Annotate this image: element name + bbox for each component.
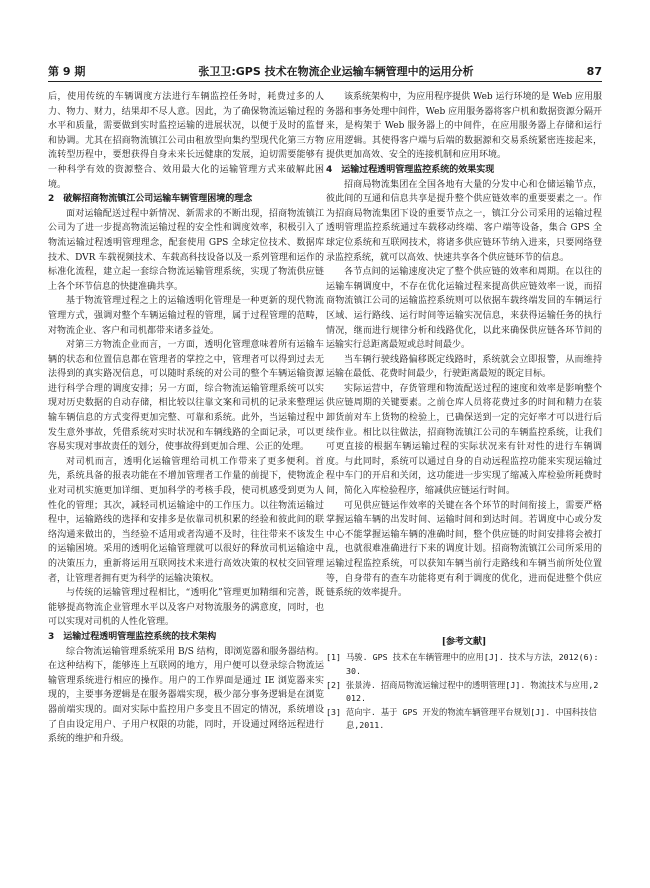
references-title: [参考文献] xyxy=(441,636,487,647)
paragraph: 对第三方物流企业而言，一方面，透明化管理意味着所有运输车辆的状态和位置信息都在管理者的掌控之中，管理者可以得到过去无法得到的真实路况信息，可以随时系统的对公司的整个车辆运输资源进行科学合理的调度安排；另一方面，综合物流运输管理系统可以实现对历史数据的自动存储，相比较以往靠文案和司机的记录来整理运输车辆信息的方式变得更加完整、可靠和系统。此外，当运输过程中发生意外事故，凭借系统对实时状况和车辆线路的全面记录，可以更容易实现对事故责任的划分，使事故得到更加合理、公正的处理。 xyxy=(48,340,324,453)
paragraph: 招商局物流集团在全国各地有大量的分发中心和仓储运输节点，彼此间的互通和信息共享是提升整个供应链效率的重要要素之一。作为招商局物流集团下设的重要节点之一，镇江分公司采用的运输过程透明管理监控系统通过车载移动终端、客户端等设备，集合 GPS 全球定位系统和互联网技术，将诸多供应链环节纳入进来，只要网络登录监控系统，就可以高效、快速共享各个供应链环节的信息。 xyxy=(326,179,602,263)
running-header xyxy=(48,56,602,82)
issue-label: 第 9 期 xyxy=(48,64,86,78)
paragraph: 该系统架构中，为应用程序提供 Web 运行环境的是 Web 应用服务器和事务处理中间件，Web 应用服务器将客户机和数据资源分隔开来，是构架于 Web 服务器上的中间件，在应用服务器上存储和运行应用逻辑。其使得客户端与后端的数据源和交易系统紧密连接起来，提供更加高效、安全的连接机制和应用环境。 xyxy=(326,92,602,161)
reference-text: 范向宇. 基于 GPS 开发的物流车辆管理平台规划[J]. 中国科技信息,2011. xyxy=(346,706,597,731)
paragraph: 基于物流管理过程之上的运输透明化管理是一种更新的现代物流管理方式，强调对整个车辆运输过程的管理，属于过程管理的范畴，对物流企业、客户和司机都带来诸多益处。 xyxy=(48,296,324,336)
paragraph: 后，使用传统的车辆调度方法进行车辆监控任务时，耗费过多的人力、物力、财力，结果却不尽人意。因此，为了确保物流运输过程的水平和质量，需要做到实时监控运输的进展状况，以便于及时的监督和协调。尤其在招商物流镇江公司由租放型向集约型现代化第三方物流转型历程中，要想获得自身未来长远健康的发展，迫切需要能够有一种科学有效的资源整合、效用最大化的运输管理方式来破解此困境。 xyxy=(48,92,324,190)
reference-item xyxy=(326,679,602,706)
reference-number: [1] xyxy=(326,652,341,663)
paragraph: 可见供应链运作效率的关键在各个环节的时间衔接上，需要严格掌握运输车辆的出发时间、运输时间和到达时间。若调度中心或分发中心不能掌握运输车辆的准确时间，整个供应链的时间安排将会被打乱，也就很难准确进行下来的调度计划。招商物流镇江公司所采用的运输过程监控系统，可以获知车辆当前行走路线和车辆当前所处位置等，自身带有的查车功能将更有利于调度的优化，进而促进整个供应链系统的效率提升。 xyxy=(326,500,602,599)
section-heading: 3 运输过程透明管理监控系统的技术架构 xyxy=(48,631,217,642)
running-title: 张卫卫:GPS 技术在物流企业运输车辆管理中的运用分析 xyxy=(198,64,474,78)
reference-text: 马骏. GPS 技术在车辆管理中的应用[J]. 技术与方法，2012(6):30. xyxy=(346,652,599,676)
right-column xyxy=(326,90,602,860)
reference-number: [3] xyxy=(326,706,341,717)
section-heading: 2 破解招商物流镇江公司运输车辆管理困境的理念 xyxy=(48,194,253,205)
paragraph: 与传统的运输管理过程相比，“透明化”管理更加精细和完善，既能够提高物流企业管理水平以及客户对物流服务的满意度，同时，也可以实现对司机的人性化管理。 xyxy=(48,588,324,628)
page-number: 87 xyxy=(586,64,602,78)
section-heading: 4 运输过程透明管理监控系统的效果实现 xyxy=(326,164,495,175)
paragraph: 综合物流运输管理系统采用 B/S 结构，即浏览器和服务器结构。在这种结构下，能够连上互联网的地方，用户便可以登录综合物流运输管理系统进行相应的操作。用户的工作界面是通过 IE 浏览器来实现的，主要事务逻辑是在服务器端实现，极少部分事务逻辑是在浏览器前端实现的。面对实际中监控用户多变且不固定的情况，系统增设了自由设定用户、子用户权限的功能，同时，开设通过网络远程进行系统的维护和升级。 xyxy=(48,646,324,745)
paragraph: 各节点间的运输速度决定了整个供应链的效率和周期。在以往的运输车辆调度中，不存在优化运输过程来提高供应链效率一说，而招商物流镇江公司的运输监控系统则可以依据车载终端发回的车辆运行区域、运行路线、运行时间等运输实况信息，来获得运输任务的执行情况，继而进行规律分析和线路优化，以此来确保供应链各环节间的运输实行总距离最短或总时间最少。 xyxy=(326,267,602,351)
paragraph: 当车辆行驶线路偏移既定线路时，系统就会立即报警，从而维持运输在最低、花费时间最少，行驶距离最短的既定目标。 xyxy=(326,354,602,380)
reference-item xyxy=(326,651,602,678)
paragraph: 面对运输配送过程中新情况、新需求的不断出现，招商物流镇江公司为了进一步提高物流运输过程的安全性和调度效率，积极引入了物流运输过程透明管理理念，配套使用 GPS 全球定位技术、数据库技术、DVR 车载视频技术、车载高科技设备以及一系列管理和运作的标准化流程，建立起一套综合物流运输管理系统，实现了物流供应链上各个环节信息的快捷准确共享。 xyxy=(48,208,324,292)
reference-item xyxy=(326,706,602,733)
paragraph: 实际运营中，存货管理和物流配送过程的速度和效率是影响整个供应链周期的关键要素。之前仓库人员将花费过多的时间和精力在装卸货前对车上货物的检验上，已确保送到一定的完好率才可以进行后续作业。相比以往做法，招商物流镇江公司的车辆监控系统，让我们可更直接的根据车辆运输过程的实际状况来有针对性的进行车辆调度。与此同时，系统可以通过自身的自动远程监控功能来实现运输过程中车门的开启和关闭，这功能进一步实现了缩减入库检验所耗费时间，简化入库检验程序，缩减供应链运行时间。 xyxy=(326,383,602,497)
left-column xyxy=(48,90,324,860)
reference-number: [2] xyxy=(326,679,341,690)
paragraph: 对司机而言，透明化运输管理给司机工作带来了更多便利。首先，系统具备的报表功能在不增加管理者工作量的前提下，使物流企业对司机实施更加详细、更加科学的考核手段，使司机感受到更为人性化的管理；其次，减轻司机运输途中的工作压力。以往物流运输过程中，运输路线的选择和安排多是依靠司机积累的经验和彼此间的联络沟通来做出的，当经验不适用或者沟通不及时，往往带来不该发生的运输困境。采用的透明化运输管理就可以很好的释放司机运输途中的决策压力，重新将运用互联网技术来进行高效决策的权杖交回管理者，让管理者拥有更为科学的运输决策权。 xyxy=(48,456,324,584)
reference-text: 张景涛. 招商局物流运输过程中的透明管理[J]. 物流技术与应用,2012. xyxy=(346,679,599,704)
